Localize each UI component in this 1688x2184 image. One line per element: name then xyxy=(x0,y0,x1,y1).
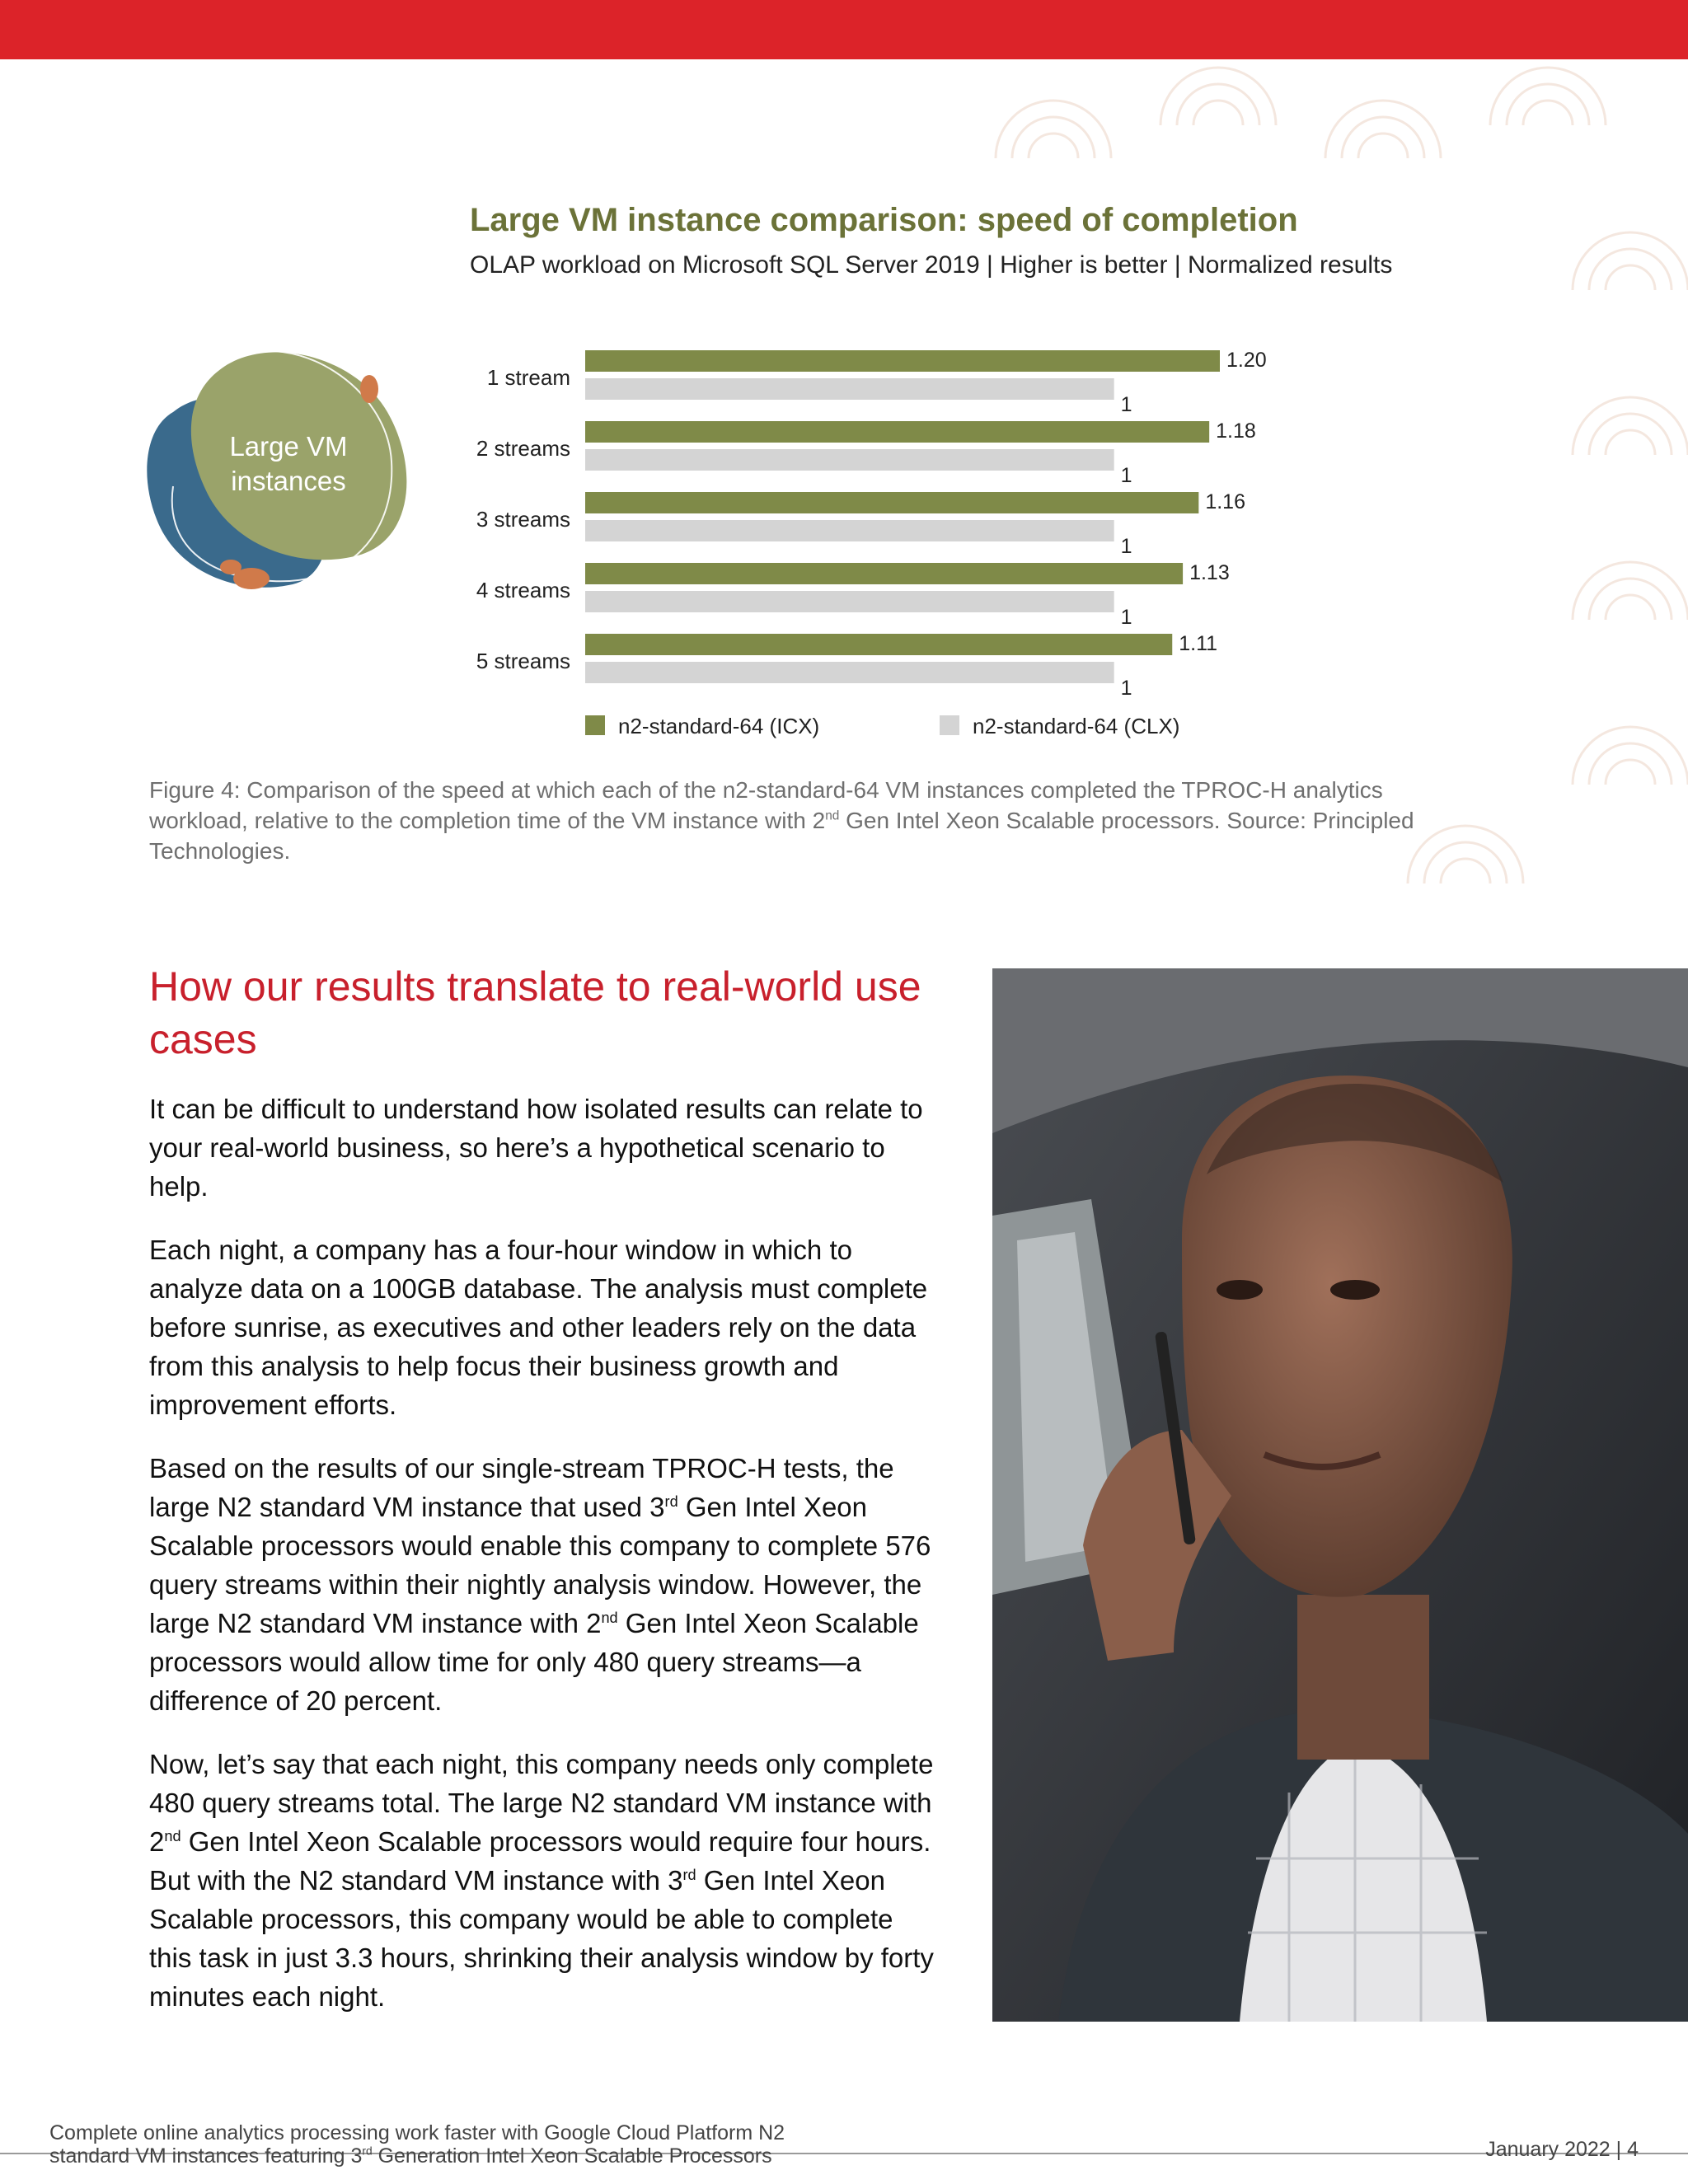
bar-icx xyxy=(585,492,1198,513)
badge-label-line1: Large VM xyxy=(229,431,348,462)
paragraph-3: Based on the results of our single-stream TPROC-H tests, the large N2 standard VM instance that used 3rd Gen Intel Xeon Scalable processors would enable this company to complete 576 query streams within their nightly analysis window. However, the large N2 standard VM instance with 2nd Gen Intel Xeon Scalable processors would allow time for only 480 query streams—a difference of 20 percent. xyxy=(149,1453,931,1716)
data-label: 1 xyxy=(1120,535,1132,558)
bar-clx xyxy=(585,520,1114,541)
bar-icx xyxy=(585,634,1172,655)
category-label: 3 streams xyxy=(476,507,570,532)
section-heading: How our results translate to real-world use cases xyxy=(149,963,921,1062)
badge-label-line2: instances xyxy=(231,466,346,496)
paragraph-4: Now, let’s say that each night, this company needs only complete 480 query streams total. The large N2 standard VM instance with 2nd Gen Intel Xeon Scalable processors would require four hours. But with the N2 standard VM instance with 3rd Gen Intel Xeon Scalable processors, this company would be able to complete this task in just 3.3 hours, shrinking their analysis window by forty minutes each night. xyxy=(149,1749,934,2012)
figure-caption: Figure 4: Comparison of the speed at which each of the n2-standard-64 VM instances completed the TPROC-H analytics workload, relative to the completion time of the VM instance with 2nd Gen Intel Xeon Scalable processors. Source: Principled Technologies. xyxy=(149,777,1414,864)
footer-document-title: Complete online analytics processing work faster with Google Cloud Platform N2 standard VM instances featuring 3rd Generation Intel Xeon Scalable Processors xyxy=(49,2121,785,2168)
legend-swatch xyxy=(585,715,605,735)
man-on-phone-photo xyxy=(992,968,1688,2022)
bar-icx xyxy=(585,421,1209,443)
legend-label: n2-standard-64 (CLX) xyxy=(973,714,1180,738)
data-label: 1.18 xyxy=(1216,419,1256,443)
bar-icx xyxy=(585,350,1220,372)
category-label: 2 streams xyxy=(476,436,570,461)
large-vm-badge xyxy=(140,338,420,610)
body-text xyxy=(149,1090,940,2041)
data-label: 1.20 xyxy=(1226,349,1267,372)
blob-orange-dot xyxy=(360,375,378,403)
top-brand-bar xyxy=(0,0,1688,59)
category-label: 4 streams xyxy=(476,578,570,602)
data-label: 1.13 xyxy=(1189,561,1230,584)
bar-chart xyxy=(429,338,1335,758)
data-label: 1 xyxy=(1120,464,1132,487)
data-label: 1 xyxy=(1120,393,1132,416)
data-label: 1.11 xyxy=(1179,632,1218,655)
paragraph-2: Each night, a company has a four-hour window in which to analyze data on a 100GB database. The analysis must complete before sunrise, as executives and other leaders rely on the data from this analysis to help focus their business growth and improvement efforts. xyxy=(149,1235,928,1420)
blob-orange-dot xyxy=(233,568,270,589)
category-label: 1 stream xyxy=(486,365,570,390)
data-label: 1.16 xyxy=(1205,490,1246,513)
bar-icx xyxy=(585,563,1183,584)
data-label: 1 xyxy=(1120,677,1132,700)
data-label: 1 xyxy=(1120,606,1132,629)
bar-clx xyxy=(585,591,1114,612)
bar-clx xyxy=(585,449,1114,471)
chart-subtitle: OLAP workload on Microsoft SQL Server 2019 | Higher is better | Normalized results xyxy=(470,251,1393,279)
footer-date-page: January 2022 | 4 xyxy=(1485,2138,1639,2161)
category-label: 5 streams xyxy=(476,649,570,673)
chart-title: Large VM instance comparison: speed of completion xyxy=(470,202,1298,238)
paragraph-1: It can be difficult to understand how isolated results can relate to your real-world business, so here’s a hypothetical scenario to help. xyxy=(149,1094,923,1202)
bar-clx xyxy=(585,378,1114,400)
legend-swatch xyxy=(940,715,959,735)
bar-clx xyxy=(585,662,1114,683)
legend-label: n2-standard-64 (ICX) xyxy=(618,714,820,738)
photo-illustration xyxy=(992,968,1688,2022)
